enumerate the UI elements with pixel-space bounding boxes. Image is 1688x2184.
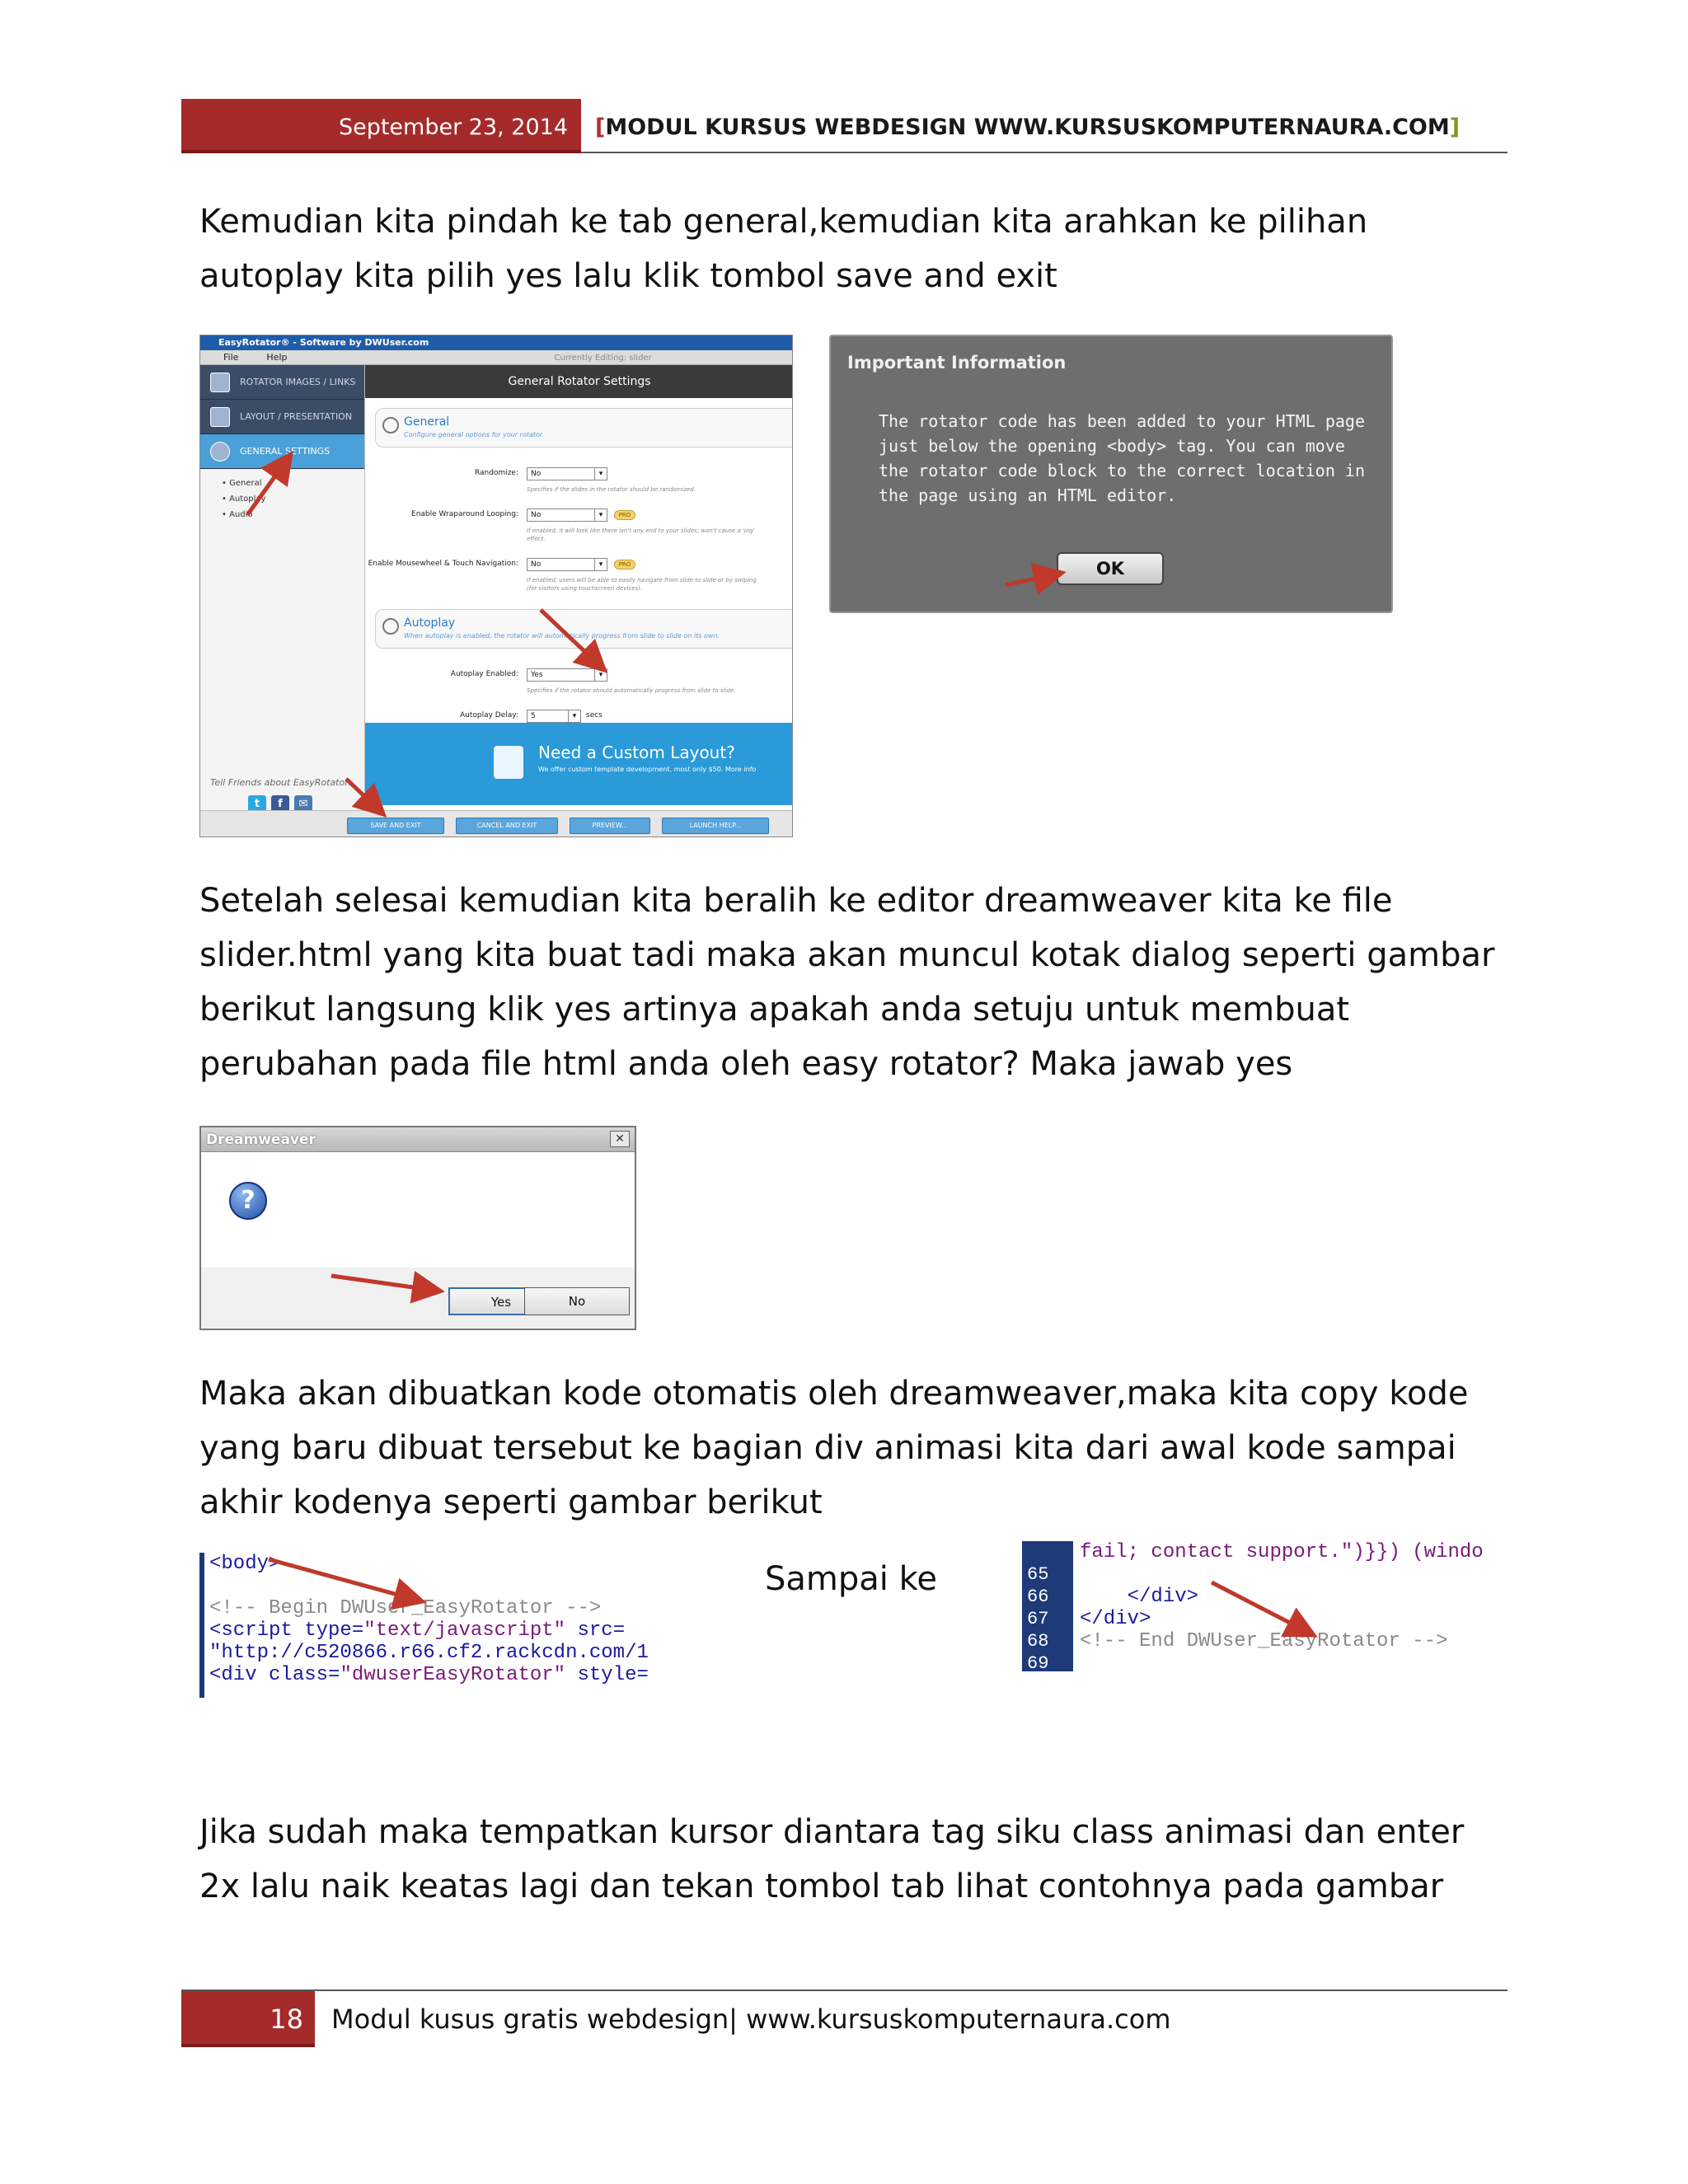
clock-icon [382, 618, 399, 635]
header-date: September 23, 2014 [338, 115, 568, 140]
header-title [595, 107, 1460, 148]
randomize-hint: Specifies if the slides in the rotator should be randomized. [527, 486, 696, 493]
subnav-audio[interactable]: • Audio [222, 510, 253, 519]
header-title-text: MODUL KURSUS WEBDESIGN WWW.KURSUSKOMPUTERNAURA.COM [605, 115, 1450, 140]
code-line-url: "http://c520866.r66.cf2.rackcdn.com/1 [209, 1642, 649, 1664]
line-number: 65 [1027, 1564, 1049, 1585]
code-line-div [209, 1664, 661, 1686]
mouse-label: Enable Mousewheel & Touch Navigation: [368, 560, 518, 568]
main-title: General Rotator Settings [365, 365, 793, 398]
section-general [375, 408, 793, 448]
section-autoplay-title: Autoplay [404, 616, 456, 630]
gear-icon [382, 417, 399, 434]
ok-button[interactable]: OK [1057, 552, 1164, 585]
code-line-fail: fail; contact support.")}}) (windo [1080, 1541, 1484, 1563]
nav-label: ROTATOR IMAGES / LINKS [240, 377, 356, 387]
paragraph-1: Kemudian kita pindah ke tab general,kemudian kita arahkan ke pilihan autoplay kita pilih yes lalu klik tombol save and exit [199, 203, 1368, 295]
email-icon[interactable]: ✉ [294, 795, 312, 813]
images-icon [210, 373, 230, 392]
autoplay-delay-unit: secs [586, 711, 603, 719]
banner-title: Need a Custom Layout? [538, 743, 735, 762]
header-rule [581, 152, 1507, 153]
section-general-title: General [404, 415, 450, 429]
code-token: <script type= [209, 1619, 364, 1642]
mouse-pro-badge: PRO [614, 560, 635, 569]
dreamweaver-dialog-screenshot [199, 1126, 636, 1330]
code-snippet-end [1022, 1541, 1484, 1671]
gear-icon [210, 442, 230, 462]
paragraph-3: Maka akan dibuatkan kode otomatis oleh dreamweaver,maka kita copy kode yang baru dibuat tersebut ke bagian div animasi kita dari awal kode sampai akhir kodenya seperti gambar berikut [199, 1375, 1469, 1521]
section-general-desc: Configure general options for your rotator. [404, 431, 545, 438]
paragraph-2: Setelah selesai kemudian kita beralih ke editor dreamweaver kita ke file slider.html yang kita buat tadi maka akan muncul kotak dialog seperti gambar berikut langsung klik yes artinya apakah anda setuju untuk membuat perubahan pada file html anda oleh easy rotator? Maka jawab yes [199, 882, 1495, 1083]
code-line-68: <!-- End DWUser_EasyRotator --> [1080, 1630, 1448, 1652]
subnav-general[interactable]: • General [222, 479, 262, 488]
page-number: 18 [270, 2004, 303, 2035]
save-and-exit-button[interactable]: SAVE AND EXIT [347, 818, 444, 834]
document-icon [494, 746, 523, 779]
info-dialog-title: Important Information [847, 353, 1067, 373]
question-icon: ? [229, 1182, 267, 1220]
nav-layout[interactable] [200, 400, 364, 434]
no-button[interactable]: No [524, 1287, 630, 1315]
autoplay-delay-stepper[interactable]: 5 ▾ [527, 710, 581, 723]
twitter-icon[interactable]: t [248, 795, 266, 813]
randomize-row [382, 469, 518, 477]
footer-rule [181, 1990, 1507, 1991]
subnav-autoplay[interactable]: • Autoplay [222, 494, 266, 504]
wrap-label: Enable Wraparound Looping: [411, 510, 518, 518]
code-token: "text/javascript" [363, 1619, 566, 1642]
easyrotator-footer [200, 810, 793, 837]
line-number: 69 [1027, 1653, 1049, 1671]
nav-rotator-images[interactable] [200, 365, 364, 400]
preview-button[interactable]: PREVIEW... [570, 818, 650, 834]
code-token: src= [565, 1619, 626, 1642]
tell-friends: Tell Friends about EasyRotator: [210, 777, 352, 788]
autoplay-enabled-select[interactable]: Yes ▾ [527, 668, 607, 682]
line-number: 66 [1027, 1586, 1049, 1607]
cancel-and-exit-button[interactable]: CANCEL AND EXIT [456, 818, 558, 834]
custom-layout-banner[interactable] [365, 723, 793, 805]
randomize-label: Randomize: [474, 469, 518, 477]
mouse-hint: If enabled, users will be able to easily navigate from slide to slide or by swiping (for visitors using touchscreen devices). [527, 577, 757, 592]
header-bracket-close: ] [1449, 115, 1461, 140]
nav-label: GENERAL SETTINGS [240, 446, 331, 457]
banner-subtitle: We offer custom template development, most only $50. More info [538, 766, 757, 773]
section-autoplay-desc: When autoplay is enabled, the rotator will automatically progress from slide to slide on its own. [404, 632, 720, 640]
dreamweaver-dialog-title: Dreamweaver [201, 1127, 635, 1152]
code-line-66: </div> [1080, 1586, 1199, 1608]
mouse-row [365, 560, 518, 568]
code-line-script [209, 1619, 661, 1642]
info-dialog-screenshot [829, 335, 1393, 613]
yes-button[interactable]: Yes [448, 1287, 554, 1315]
info-dialog-text: The rotator code has been added to your HTML page just below the opening <body> tag. You can move the rotator code block to the correct location in the page using an HTML editor. [879, 411, 1366, 505]
layout-icon [210, 407, 230, 427]
code-token: <div class= [209, 1664, 340, 1686]
launch-help-button[interactable]: LAUNCH HELP... [662, 818, 769, 834]
menu-file[interactable]: File [223, 352, 239, 363]
dreamweaver-dialog-body [201, 1152, 635, 1268]
code-line-body: <body> [209, 1553, 281, 1575]
section-autoplay [375, 609, 793, 649]
wrap-row [382, 510, 518, 518]
code-snippet-start [199, 1553, 661, 1698]
mouse-select[interactable]: No ▾ [527, 558, 607, 571]
autoplay-enabled-row [382, 670, 518, 678]
close-icon[interactable]: ✕ [610, 1131, 630, 1147]
header-bracket-open: [ [595, 115, 606, 140]
wrap-pro-badge: PRO [614, 510, 635, 520]
autoplay-enabled-hint: Specifies if the rotator should automatically progress from slide to slide. [527, 687, 736, 694]
nav-label: LAYOUT / PRESENTATION [240, 411, 353, 422]
autoplay-delay-label: Autoplay Delay: [460, 711, 518, 719]
autoplay-delay-row [382, 711, 518, 719]
easyrotator-screenshot [199, 335, 793, 837]
code-line-67: </div> [1080, 1608, 1151, 1630]
wrap-select[interactable]: No ▾ [527, 509, 607, 522]
autoplay-enabled-label: Autoplay Enabled: [450, 670, 518, 678]
randomize-select[interactable]: No ▾ [527, 467, 607, 480]
easyrotator-window-title: EasyRotator® - Software by DWUser.com [200, 335, 792, 350]
code-token: "dwuserEasyRotator" [340, 1664, 566, 1686]
easyrotator-sidebar [200, 365, 365, 810]
wrap-hint: If enabled, it will look like there isn't any end to your slides; won't cause a 'jog' effect. [527, 527, 755, 542]
nav-general-settings[interactable] [200, 434, 364, 469]
paragraph-4: Jika sudah maka tempatkan kursor diantara tag siku class animasi dan enter 2x lalu naik keatas lagi dan tekan tombol tab lihat contohnya pada gambar [199, 1813, 1465, 1905]
menu-help[interactable]: Help [266, 352, 288, 363]
currently-editing: Currently Editing: slider [554, 354, 652, 363]
sampai-ke-label: Sampai ke [765, 1560, 937, 1598]
line-number: 67 [1027, 1609, 1049, 1629]
footer-text: Modul kusus gratis webdesign| www.kursuskomputernaura.com [331, 2004, 1171, 2035]
code-line-begin-comment: <!-- Begin DWUser_EasyRotator --> [209, 1597, 602, 1619]
code-token: style= [565, 1664, 649, 1686]
facebook-icon[interactable]: f [271, 795, 289, 813]
line-number-gutter [1022, 1541, 1073, 1671]
easyrotator-menubar [200, 350, 792, 365]
line-number: 68 [1027, 1631, 1049, 1652]
